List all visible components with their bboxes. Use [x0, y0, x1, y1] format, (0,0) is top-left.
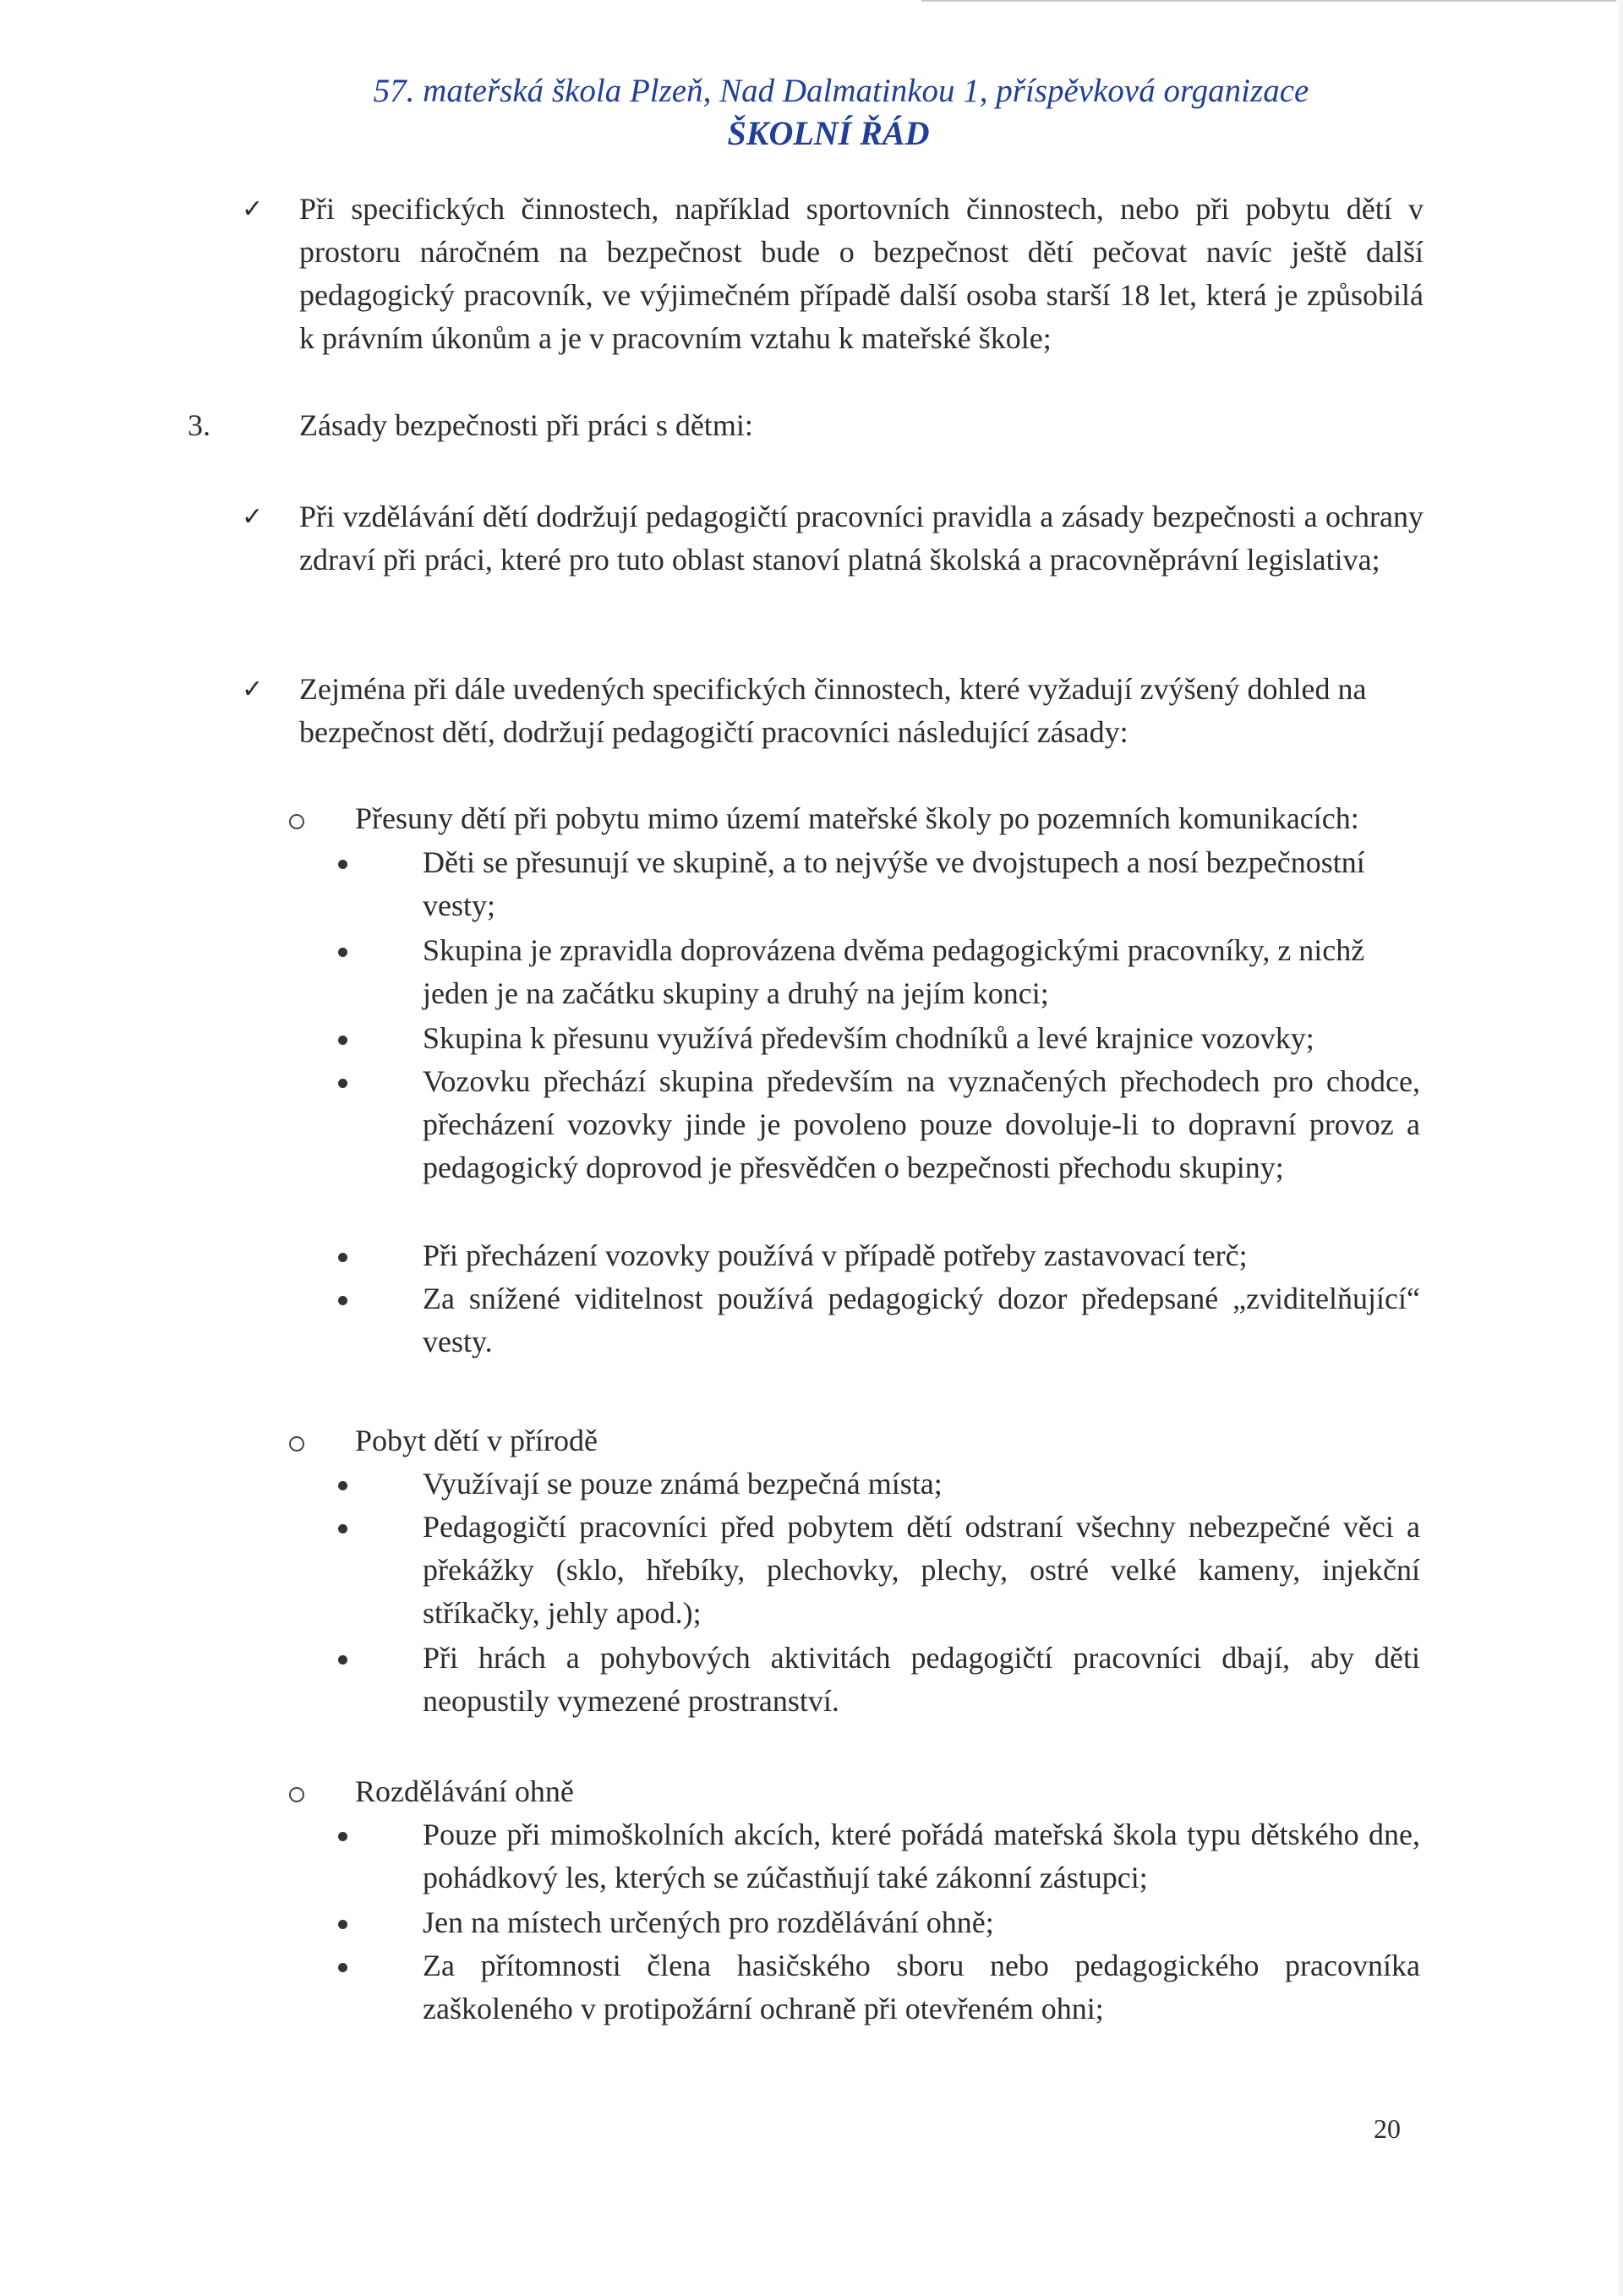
hollow-circle-icon	[289, 814, 304, 829]
bullet-dot-icon	[338, 948, 347, 957]
bullet-dot-icon	[338, 1963, 347, 1972]
subheading-transfers: Přesuny dětí při pobytu mimo území mateřské školy po pozemních komunikacích:	[355, 801, 1359, 835]
hollow-circle-icon	[289, 1436, 304, 1451]
list-item: Pouze při mimoškolních akcích, které pořádá mateřská škola typu dětského dne, pohádkový les, kterých se zúčastňují také zákonní zástupci;	[423, 1818, 1420, 1894]
list-item: Děti se přesunují ve skupině, a to nejvýše ve dvojstupech a nosí bezpečnostní vesty;	[423, 845, 1365, 922]
paragraph-check-1: Při specifických činnostech, například sportovních činnostech, nebo při pobytu dětí v prostoru náročném na bezpečnost bude o bezpečnost dětí pečovat navíc ještě další pedagogický pracovník, ve výjimečném případě další osoba starší 18 let, která je způsobilá k právním úkonům a je v pracovním vztahu k mateřské škole;	[299, 192, 1424, 355]
list-item: Skupina k přesunu využívá především chodníků a levé krajnice vozovky;	[423, 1021, 1314, 1055]
section-title: Zásady bezpečnosti při práci s dětmi:	[299, 408, 753, 442]
checkmark-icon: ✓	[242, 194, 264, 224]
page-header	[0, 69, 1623, 154]
list-item: Jen na místech určených pro rozdělávání ohně;	[423, 1905, 994, 1939]
list-item: Při hrách a pohybových aktivitách pedagogičtí pracovníci dbají, aby děti neopustily vymezené prostranství.	[423, 1641, 1420, 1718]
list-item: Vozovku přechází skupina především na vyznačených přechodech pro chodce, přecházení vozovky jinde je povoleno pouze dovoluje-li to dopravní provoz a pedagogický doprovod je přesvědčen o bezpečnosti přechodu skupiny;	[423, 1064, 1420, 1184]
list-item: Skupina je zpravidla doprovázena dvěma pedagogickými pracovníky, z nichž jeden je na začátku skupiny a druhý na jejím konci;	[423, 933, 1365, 1010]
paragraph-check-2: Při vzdělávání dětí dodržují pedagogičtí pracovníci pravidla a zásady bezpečnosti a ochrany zdraví při práci, které pro tuto oblast stanoví platná školská a pracovněprávní legislativa;	[299, 500, 1424, 577]
subheading-fire: Rozdělávání ohně	[355, 1774, 574, 1808]
list-item: Pedagogičtí pracovníci před pobytem dětí odstraní všechny nebezpečné věci a překážky (sklo, hřebíky, plechovky, plechy, ostré velké kameny, injekční stříkačky, jehly apod.);	[423, 1510, 1420, 1630]
checkmark-icon: ✓	[242, 502, 264, 532]
document-title: ŠKOLNÍ ŘÁD	[727, 114, 930, 152]
section-number: 3.	[188, 408, 210, 442]
list-item: Při přecházení vozovky používá v případě potřeby zastavovací terč;	[423, 1238, 1248, 1272]
bullet-dot-icon	[338, 1036, 347, 1045]
school-name: 57. mateřská škola Plzeň, Nad Dalmatinkou 1, příspěvková organizace	[373, 73, 1309, 109]
bullet-dot-icon	[338, 1481, 347, 1490]
bullet-dot-icon	[338, 1296, 347, 1305]
hollow-circle-icon	[289, 1787, 304, 1802]
page-number: 20	[1374, 2113, 1401, 2144]
bullet-dot-icon	[338, 1079, 347, 1088]
bullet-dot-icon	[338, 1920, 347, 1929]
bullet-dot-icon	[338, 1832, 347, 1841]
paragraph-check-3: Zejména při dále uvedených specifických činnostech, které vyžadují zvýšený dohled na bezpečnost dětí, dodržují pedagogičtí pracovníci následující zásady:	[299, 672, 1367, 749]
list-item: Využívají se pouze známá bezpečná místa;	[423, 1467, 943, 1501]
bullet-dot-icon	[338, 1524, 347, 1533]
scan-edge-line	[921, 0, 1623, 2]
list-item: Za snížené viditelnost používá pedagogický dozor předepsané „zviditelňující“ vesty.	[423, 1282, 1420, 1358]
scan-edge-shadow	[1616, 0, 1623, 2296]
bullet-dot-icon	[338, 1655, 347, 1665]
bullet-dot-icon	[338, 1253, 347, 1262]
subheading-nature: Pobyt dětí v přírodě	[355, 1424, 598, 1457]
list-item: Za přítomnosti člena hasičského sboru nebo pedagogického pracovníka zaškoleného v protipožární ochraně při otevřeném ohni;	[423, 1949, 1420, 2025]
checkmark-icon: ✓	[242, 675, 264, 704]
bullet-dot-icon	[338, 860, 347, 869]
